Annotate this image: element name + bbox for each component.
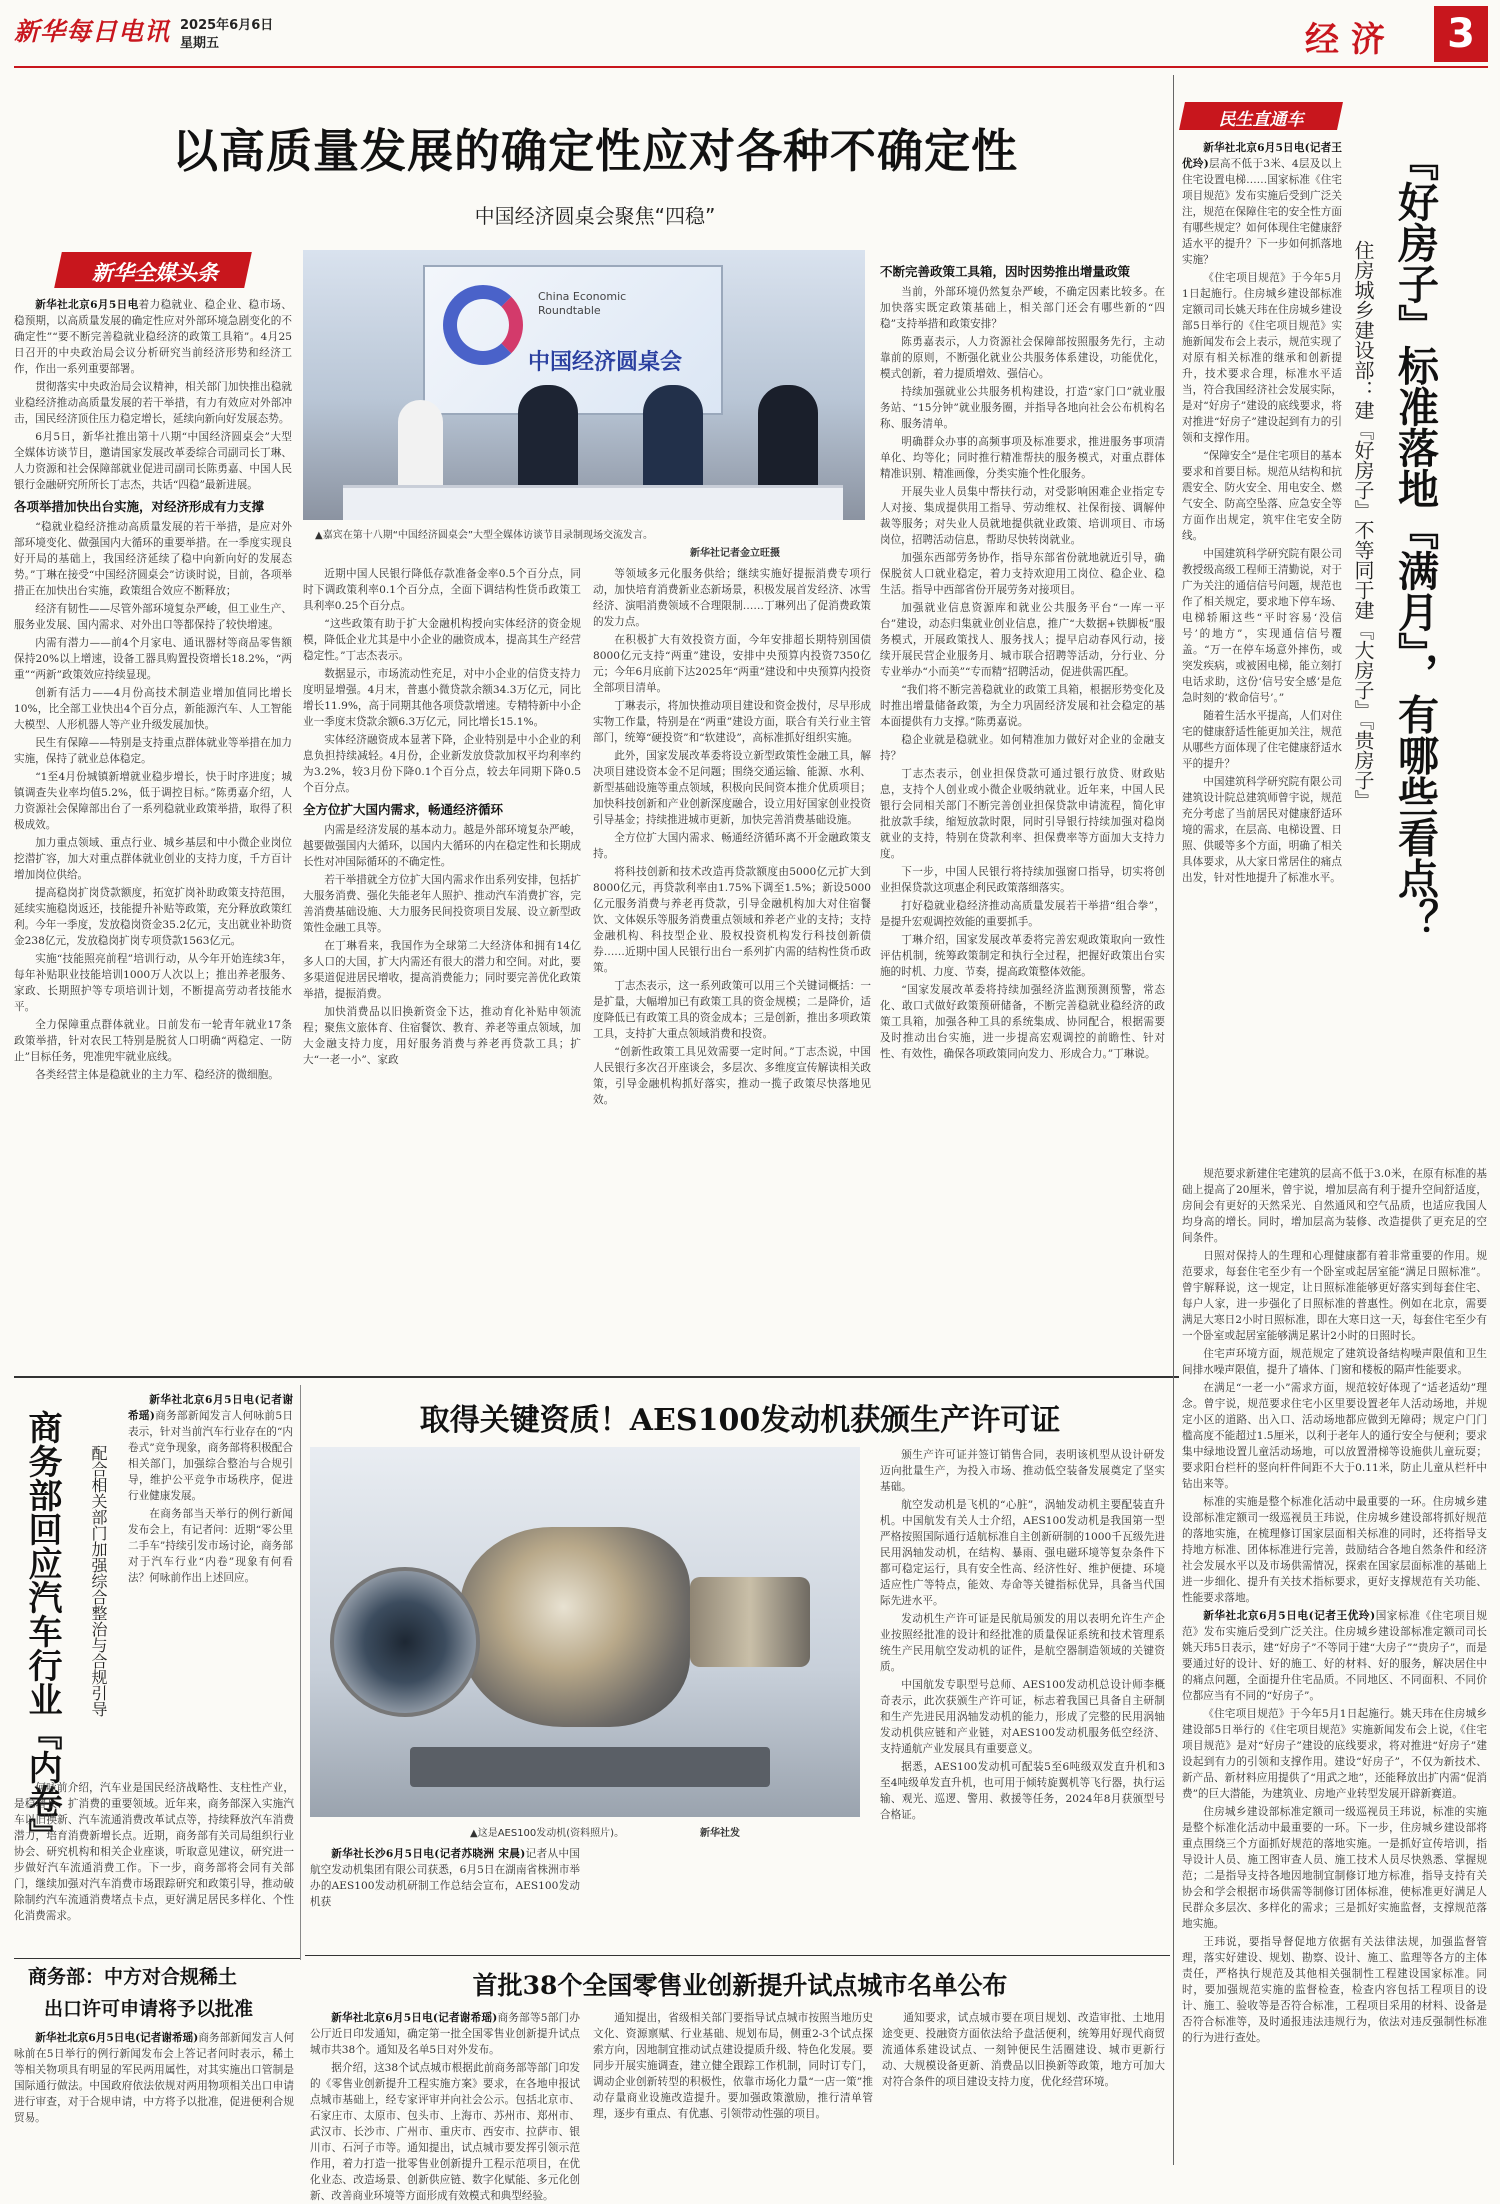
paragraph: 日照对保持人的生理和心理健康都有着非常重要的作用。规范要求，每套住宅至少有一个卧室或起居室能“满足日照标准”。曾宇解释说，这一规定，让日照标准能够更好落实到每套住宅、每户人家，进一步强化了日照标准的普惠性。例如在北京，需要满足大寒日2小时日照标准，即在大寒日这一天，每套住宅至少有一个卧室或起居室能够满足累计2小时的日照时长。	[1182, 1250, 1487, 1342]
paragraph: 何咏前介绍，汽车业是国民经济战略性、支柱性产业，是稳增长、扩消费的重要领域。近年来，商务部深入实施汽车以旧换新、汽车流通消费改革试点等，持续释放汽车消费潜力，培育消费新增长点。近期，商务部有关司局组织行业协会、研究机构和相关企业座谈，听取意见建议，研究进一步做好汽车流通消费工作。下一步，商务部将会同有关部门，继续加强对汽车消费市场跟踪研究和政策引导，推动破除制约汽车流通消费堵点卡点，更好满足居民多样化、个性化消费需求。	[14, 1782, 294, 1922]
xinhua-media-label-text: 新华全媒头条	[92, 261, 218, 285]
housing-column-wide	[1182, 1166, 1487, 2166]
divider-aes-retail	[305, 1955, 1170, 1956]
paragraph: 各类经营主体是稳就业的主力军、稳经济的微细胞。	[35, 1069, 279, 1081]
paragraph: 住宅声环境方面，规范规定了建筑设备结构噪声限值和卫生间排水噪声限值，提升了墙体、门窗和楼板的隔声性能要求。	[1182, 1348, 1487, 1376]
rare-earth-column	[14, 2030, 294, 2162]
story1-subtitle: 中国经济圆桌会聚焦“四稳”	[474, 204, 716, 228]
paragraph: “这些政策有助于扩大金融机构授向实体经济的资金规模，降低企业尤其是中小企业的融资成本，提高其生产经营稳定性。”丁志杰表示。	[303, 618, 581, 662]
aes-photo-caption: ▲这是AES100发动机(资料照片)。	[470, 1828, 625, 1839]
screen-cn-text: 中国经济圆桌会	[528, 350, 683, 375]
commerce-dateline: 新华社北京6月5日电(记者谢希瑶)	[128, 1394, 293, 1422]
paragraph: 稳企业就是稳就业。如何精准加力做好对企业的金融支持？	[880, 734, 1165, 762]
minsheng-label-text: 民生直通车	[1218, 110, 1304, 130]
paragraph: 内需有潜力——前4个月家电、通讯器材等商品零售额保持20%以上增速，设备工器具购置投资增长18.2%，“两重”“两新”政策效应持续显现。	[14, 637, 292, 681]
paragraph: 此外，国家发展改革委将设立新型政策性金融工具，解决项目建设资本金不足问题；围绕交通运输、能源、水利、新型基础设施等重点领域，积极向民间资本推介优质项目；加快科技创新和产业创新深度融合，设立用好国家创业投资引导基金；持续推进城市更新，加快完善消费基础设施。	[593, 750, 871, 826]
retail-title: 首批38个全国零售业创新提升试点城市名单公布	[472, 1971, 1008, 2000]
paragraph: 贯彻落实中央政治局会议精神，相关部门加快推出稳就业稳经济推动高质量发展的若干举措，有力有效应对外部冲击，国民经济顶住压力稳定增长，延续向新向好发展态势。	[14, 381, 292, 425]
section-title: 经 济	[1305, 20, 1385, 60]
paragraph: 加强东西部劳务协作，指导东部省份就地就近引导，确保脱贫人口就业稳定，着力支持欢迎用工岗位、稳企业、稳生活。指导中西部省份开展劳务对接项目。	[880, 552, 1165, 596]
paragraph: 航空发动机是飞机的“心脏”，涡轴发动机主要配装直升机。中国航发有关人士介绍，AES100发动机是我国第一型严格按照国际通行适航标准自主创新研制的1000千瓦级先进民用涡轴发动机，在结构、暴雨、强电磁环境等复杂条件下都可稳定运行，具有安全性高、经济性好、维护便捷、环境适应性广等特点，能效、寿命等关键指标优异，具备当代国际先进水平。	[880, 1499, 1165, 1607]
aes-title: 取得关键资质！AES100发动机获颁生产许可证	[419, 1403, 1061, 1438]
paragraph: 创新有活力——4月份高技术制造业增加值同比增长10%，比全部工业快出4个百分点，新能源汽车、人工智能大模型、人形机器人等产业升级发展加快。	[14, 687, 292, 731]
paragraph: 近期中国人民银行降低存款准备金率0.5个百分点，同时下调政策利率0.1个百分点，全面下调结构性货币政策工具利率0.25个百分点。	[303, 568, 581, 612]
roundtable-photo-caption: ▲嘉宾在第十八期“中国经济圆桌会”大型全媒体访谈节目录制现场交流发言。	[315, 530, 654, 541]
commerce-column-bottom	[14, 1780, 294, 1955]
story1-title: 以高质量发展的确定性应对各种不确定性	[172, 124, 1018, 178]
retail-column-1	[310, 2010, 580, 2202]
story1-subhead-1: 各项举措加快出台实施，对经济形成有力支撑	[14, 499, 265, 514]
paragraph: 王玮说，要指导督促地方依据有关法律法规，加强监督管理，落实好建设、规划、勘察、设计、施工、监理等各方的主体责任，严格执行规范及其他相关强制性工程建设国家标准。同时，要加强规范实施的监督检查，检查内容包括工程项目的设计、施工、验收等是否符合标准，工程项目采用的材料、设备是否符合标准等，及时通报违法违规行为，依法对违反强制性标准的行为进行查处。	[1182, 1936, 1487, 2044]
paragraph: 发动机生产许可证是民航局颁发的用以表明允许生产企业按照经批准的设计和经批准的质量保证系统和技术管理系统生产民用航空发动机的证件，是航空器制造领域的关键资质。	[880, 1613, 1165, 1673]
paragraph: 6月5日，新华社推出第十八期“中国经济圆桌会”大型全媒体访谈节目，邀请国家发展改革委综合司副司长丁琳、人力资源和社会保障部就业促进司副司长陈勇嘉、中国人民银行金融研究所所长丁志杰，共话“四稳”最新进展。	[14, 431, 292, 491]
retail-column-2	[593, 2010, 873, 2165]
paragraph: 开展失业人员集中帮扶行动，对受影响困难企业指定专人对接、集成提供用工指导、劳动维权、社保衔接、调解仲裁等服务；对失业人员就地提供就业政策、培训项目、市场岗位，招聘活动信息，帮助尽快转岗就业。	[880, 486, 1165, 546]
paragraph: 加强就业信息资源库和就业公共服务平台“一库一平台”建设，动态归集就业创业信息，推广“大数据+铁脚板”服务模式，开展政策找人、服务找人；提早启动春风行动，接续开展民营企业服务月、城市联合招聘等活动，分行业、分专业举办“小而美”“专而精”招聘活动，促进供需匹配。	[880, 602, 1165, 678]
paragraph: 丁志杰表示，这一系列政策可以用三个关键词概括：一是扩量，大幅增加已有政策工具的资金规模；二是降价，适度降低已有政策工具的资金成本；三是创新，推出多项政策工具，支持扩大重点领域消费和投资。	[593, 980, 871, 1040]
aes-column-bottom-left	[310, 1846, 580, 1946]
paragraph: 经济有韧性——尽管外部环境复杂严峻，但工业生产、服务业发展、国内需求、对外出口等都保持了较快增速。	[14, 603, 292, 631]
masthead-weekday: 星期五	[180, 36, 220, 51]
housing-dateline-2: 新华社北京6月5日电(记者王优玲)	[1203, 1610, 1376, 1622]
commerce-title: 商务部回应汽车行业『内卷』	[22, 1410, 62, 1852]
paragraph: 明确群众办事的高频事项及标准要求，推进服务事项清单化、均等化；同时推行精准帮扶的服务模式，对重点群体精准识别、精准画像，分类实施个性化服务。	[880, 436, 1165, 480]
engine-exhaust	[690, 1577, 810, 1667]
roundtable-photo	[303, 250, 865, 520]
housing-title: 『好房子』标准落地『满月』，有哪些看点？	[1391, 140, 1439, 940]
paragraph: 规范要求新建住宅建筑的层高不低于3.0米，在原有标准的基础上提高了20厘米，曾宇说，增加层高有利于提升空间舒适度，房间会有更好的天然采光、自然通风和空气品质，也适应我国人均身高的增长。同时，增加层高为装修、改造提供了更充足的空间条件。	[1182, 1168, 1487, 1244]
aes-engine-photo	[310, 1447, 860, 1817]
paragraph: 打好稳就业稳经济推动高质量发展若干举措“组合拳”，是提升宏观调控效能的重要抓手。	[880, 900, 1165, 928]
paragraph: “创新性政策工具见效需要一定时间。”丁志杰说，中国人民银行多次召开座谈会，多层次、多维度宣传解读相关政策，引导金融机构抓好落实，推动一揽子政策尽快落地见效。	[593, 1046, 871, 1106]
aes-dateline: 新华社长沙6月5日电(记者苏晓洲 宋晨)	[331, 1848, 526, 1860]
paragraph: 通知要求，试点城市要在项目规划、改造审批、土地用途变更、投融资方面依法给予盘活便利，统筹用好现代商贸流通体系建设试点、一刻钟便民生活圈建设、城市更新行动、大规模设备更新、消费品以旧换新等政策，地方可加大对符合条件的项目建设支持力度，优化经营环境。	[882, 2012, 1165, 2088]
paragraph: 中国建筑科学研究院有限公司教授级高级工程师王清勤说，对于广为关注的通信信号问题，规范也作了相关规定，要求地下停车场、电梯轿厢这些“平时容易‘没信号’的地方”，实现通信信号覆盖。“万一在停车场意外摔伤，或突发疾病，或被困电梯，能立刻打电话求助，这份‘信号安全感’是危急时刻的‘救命信号’。”	[1182, 548, 1342, 704]
paragraph: 中国建筑科学研究院有限公司建筑设计院总建筑师曾宇说，规范充分考虑了当前居民对健康舒适环境的需求，在层高、电梯设置、日照、供暖等多个方面，明确了相关具体要求，从大家日常居住的痛点出发，针对性地提升了标准水平。	[1182, 776, 1342, 884]
engine-intake	[330, 1567, 480, 1717]
paragraph: 商务部新闻发言人何咏前5日表示，针对当前汽车行业存在的“内卷式”竞争现象，商务部将积极配合相关部门，加强综合整治与合规引导，维护公平竞争市场秩序，促进行业健康发展。	[128, 1410, 293, 1502]
paragraph: 民生有保障——特别是支持重点群体就业等举措在加力实施，保持了就业总体稳定。	[14, 737, 292, 765]
retail-column-3	[882, 2010, 1165, 2165]
paragraph: 内需是经济发展的基本动力。越是外部环境复杂严峻，越要做强国内大循环，以国内大循环的内在稳定性和长期成长性对冲国际循环的不确定性。	[303, 824, 581, 868]
paragraph: 国家标准《住宅项目规范》发布实施后受到广泛关注。住房城乡建设部标准定额司司长姚天玮5日表示，建“好房子”不等同于建“大房子”“贵房子”，而是要通过好的设计、好的施工、好的材料、好的服务，解决居住中的痛点问题，全面提升住宅品质。不同地区、不同面积、不同价位都应当有不同的“好房子”。	[1182, 1610, 1487, 1702]
paragraph: 加快消费品以旧换新资金下达，推动育化补贴申领流程；聚焦文旅体育、住宿餐饮、教育、养老等重点领域，加大金融支持力度，用好服务消费与养老再贷款工具；扩大“一老一小”、家政	[303, 1006, 581, 1066]
paragraph: 通知提出，省级相关部门要指导试点城市按照当地历史文化、资源禀赋、行业基础、规划布局，侧重2-3个试点探索方向，因地制宜推动试点建设提质升级、特色化发展。要同步开展实施调查，建立健全跟踪工作机制，同时订专门，调动企业创新转型的积极性，依靠市场化力量“一店一策”推动存量商业设施改造提升。要加强政策激励，推行清单管理，逐步有重点、有优惠、引领带动性强的项目。	[593, 2012, 873, 2120]
masthead-date: 2025年6月6日	[180, 18, 274, 33]
rare-earth-title-2: 出口许可申请将予以批准	[44, 1998, 254, 2020]
paragraph: 《住宅项目规范》于今年5月1日起施行。住房城乡建设部标准定额司司长姚天玮在住房城乡建设部5日举行的《住宅项目规范》实施新闻发布会上表示，规范实现了对原有相关标准的继承和创新提升，技术要求合理，标准水平适当，符合我国经济社会发展实际，是对“好房子”建设的底线要求，将对推进“好房子”建设起到有力的引领和支撑作用。	[1182, 272, 1342, 444]
story1-column-4	[880, 258, 1165, 1366]
engine-body	[460, 1527, 690, 1727]
paragraph: 标准的实施是整个标准化活动中最重要的一环。住房城乡建设部标准定额司一级巡视员王玮说，住房城乡建设部将抓好规范的落地实施，在梳理修订国家层面相关标准的同时，还将指导支持地方标准、团体标准进行完善，鼓励结合各地自然条件和经济社会发展水平以及市场供需情况，探索在国家层面标准的基础上进一步细化、提升有关技术指标要求，更好支撑规范有关功能、性能要求落地。	[1182, 1496, 1487, 1604]
rare-earth-dateline: 新华社北京6月5日电(记者谢希瑶)	[35, 2032, 199, 2044]
roundtable-photo-credit: 新华社记者金立旺摄	[690, 548, 780, 559]
paragraph: “国家发展改革委将持续加强经济监测预测预警，常态化、敢口式做好政策预研储备，不断完善稳就业稳经济的政策工具箱，加强各种工具的系统集成、协同配合，根据需要及时推动出台实施，进一步提高宏观调控的前瞻性、针对性、有效性，确保各项政策同向发力、形成合力。”丁琳说。	[880, 984, 1165, 1060]
story1-dateline: 新华社北京6月5日电	[35, 299, 139, 311]
masthead-rule	[14, 66, 1488, 68]
aes-column-right	[880, 1447, 1165, 1952]
paragraph: 中国航发专职型号总师、AES100发动机总设计师李概奇表示，此次获颁生产许可证，标志着我国已具备自主研制和生产先进民用涡轴发动机的能力，形成了完整的民用涡轴发动机供应链和产业链，对AES100发动机服务低空经济、支持通航产业发展具有重要意义。	[880, 1679, 1165, 1755]
paragraph: 住房城乡建设部标准定额司一级巡视员王玮说，标准的实施是整个标准化活动中最重要的一环。下一步，住房城乡建设部将重点围绕三个方面抓好规范的落地实施。一是抓好宣传培训，指导设计人员、施工图审查人员、施工技术人员尽快熟悉、掌握规范；二是指导支持各地因地制宜制修订地方标准，指导支持有关协会和学会根据市场供需等制修订团体标准，使标准更好满足人民群众多层次、多样化的需求；三是抓好实施监督，支撑规范落地实施。	[1182, 1806, 1487, 1930]
paragraph: 在满足“一老一小”需求方面，规范较好体现了“适老适幼”理念。曾宇说，规范要求住宅小区里要设置老年人活动场地，并规定小区的道路、出入口、活动场地都应做到无障碍；规定户门门槛高度不能超过1.5厘米，以利于老年人的通行安全与便利；要求集中绿地设置儿童活动场地，可以放置滑梯等设施供儿童玩耍；要求阳台栏杆的竖向杆件间距不大于0.11米，防止儿童从栏杆中钻出来等。	[1182, 1382, 1487, 1490]
engine-stand	[410, 1747, 770, 1787]
story1-subhead-2: 全方位扩大国内需求，畅通经济循环	[303, 802, 504, 817]
paragraph: 层高不低于3米、4层及以上住宅设置电梯……国家标准《住宅项目规范》发布实施后受到广泛关注，规范在保障住宅的安全性方面有哪些规定？如何体现住宅健康舒适水平的提升？下一步如何抓落地实施？	[1182, 158, 1343, 266]
paragraph: 记者从中国航空发动机集团有限公司获悉，6月5日在湖南省株洲市举办的AES100发动机研制工作总结会宣布，AES100发动机获	[310, 1848, 580, 1908]
paragraph: 下一步，中国人民银行将持续加强窗口指导，切实将创业担保贷款这项惠企利民政策落细落实。	[880, 866, 1165, 894]
paragraph: 实体经济融资成本显著下降，企业特别是中小企业的利息负担持续减轻。4月份，企业新发放贷款加权平均利率约为3.2%，较3月份下降0.1个百分点，较去年同期下降0.5个百分点。	[303, 734, 581, 794]
paragraph: “保障安全”是住宅项目的基本要求和首要目标。规范从结构和抗震安全、防火安全、用电安全、燃气安全、防高空坠落、应急安全等方面作出规定，筑牢住宅安全防线。	[1182, 450, 1342, 542]
paragraph: 随着生活水平提高，人们对住宅的健康舒适性能更加关注，规范从哪些方面体现了住宅健康舒适水平的提升？	[1182, 710, 1342, 770]
paragraph: 当前，外部环境仍然复杂严峻，不确定因素比较多。在加快落实既定政策基础上，相关部门还会有哪些新的“四稳”支持举措和政策安排？	[880, 286, 1165, 330]
paragraph: 据悉，AES100发动机可配装5至6吨级双发直升机和3至4吨级单发直升机，也可用于倾转旋翼机等飞行器，执行运输、观光、巡逻、警用、救援等任务，2024年8月获颁型号合格证。	[880, 1761, 1165, 1821]
paragraph: 将科技创新和技术改造再贷款额度由5000亿元扩大到8000亿元，再贷款利率由1.75%下调至1.5%；新设5000亿元服务消费与养老再贷款，引导金融机构加大对住宿餐饮、文体娱乐等服务消费重点领域和养老产业的支持；支持金融机构、科技型企业、股权投资机构发行科技创新债券……近期中国人民银行出台一系列扩内需的结构性货币政策。	[593, 866, 871, 974]
paragraph: 商务部等5部门办公厅近日印发通知，确定第一批全国零售业创新提升试点城市共38个。通知及名单5日对外发布。	[310, 2012, 580, 2056]
paragraph: 丁琳介绍，国家发展改革委将完善宏观政策取向一致性评估机制，统筹政策制定和执行全过程，把握好政策出台实施的时机、力度、节奏，提高政策整体效能。	[880, 934, 1165, 978]
masthead-logo: 新华每日电讯	[14, 17, 171, 46]
story1-column-3	[593, 566, 871, 1366]
rare-earth-title-1: 商务部：中方对合规稀土	[28, 1966, 238, 1988]
paragraph: 商务部新闻发言人何咏前在5日举行的例行新闻发布会上答记者问时表示，稀土等相关物项具有明显的军民两用属性，对其实施出口管制是国际通行做法。中国政府依法依规对两用物项相关出口申请进行审查，对于合规申请，中方将予以批准，促进便利合规贸易。	[14, 2032, 294, 2124]
paragraph: “我们将不断完善稳就业的政策工具箱，根据形势变化及时推出增量储备政策，为全力巩固经济发展和社会稳定的基本面提供有力支撑。”陈勇嘉说。	[880, 684, 1165, 728]
page-number-text: 3	[1447, 11, 1475, 57]
studio-desk	[343, 485, 843, 520]
paragraph: 着力稳就业、稳企业、稳市场、稳预期，以高质量发展的确定性应对外部环境急剧变化的不确定性”“要不断完善稳就业稳经济的政策工具箱”。4月25日召开的中央政治局会议分析研究当前经济形势和经济工作，作出一系列重要部署。	[14, 299, 292, 375]
paragraph: 丁琳表示，将加快推动项目建设和资金拨付，尽早形成实物工作量，特别是在“两重”建设方面，联合有关行业主管部门，统筹“硬投资”和“软建设”，高标准抓好组织实施。	[593, 700, 871, 744]
story1-column-1	[14, 297, 292, 1365]
commerce-column	[128, 1392, 293, 1772]
screen-en-text: China Economic Roundtable	[538, 290, 627, 317]
roundtable-e-logo	[443, 285, 523, 365]
aes-photo-credit: 新华社发	[700, 1828, 740, 1839]
story1-subhead-3: 不断完善政策工具箱，因时因势推出增量政策	[880, 264, 1131, 279]
paragraph: 据介绍，这38个试点城市根据此前商务部等部门印发的《零售业创新提升工程实施方案》要求，在各地申报试点城市基础上，经专家评审并向社会公示。包括北京市、石家庄市、太原市、包头市、上海市、苏州市、郑州市、武汉市、长沙市、广州市、重庆市、西安市、拉萨市、银川市、石河子市等。通知提出，试点城市要发挥引领示范作用，着力打造一批零售业创新提升工程示范项目，在优化业态、改造场景、创新供应链、数字化赋能、多元化创新、改善商业环境等方面形成有效模式和典型经验。	[310, 2062, 580, 2202]
paragraph: 数据显示，市场流动性充足，对中小企业的信贷支持力度明显增强。4月末，普惠小微贷款余额34.3万亿元，同比增长11.9%，高于同期其他各项贷款增速。专精特新中小企业一季度末贷款余额6.3万亿元，同比增长15.1%。	[303, 668, 581, 728]
paragraph: 在商务部当天举行的例行新闻发布会上，有记者问：近期“零公里二手车”持续引发市场讨论，商务部对于汽车行业“内卷”现象有何看法？何咏前作出上述回应。	[128, 1508, 293, 1584]
paragraph: 提高稳岗扩岗贷款额度，拓宽扩岗补助政策支持范围，延续实施稳岗返还，技能提升补贴等政策，充分释放政策红利。今年一季度，发放稳岗资金35.2亿元，支出就业补助资金238亿元，发放稳岗扩岗专项贷款1563亿元。	[14, 887, 292, 947]
divider-right-column	[1173, 75, 1174, 2165]
paragraph: 颁生产许可证并签订销售合同，表明该机型从设计研发迈向批量生产，为投入市场、推动低空装备发展奠定了坚实基础。	[880, 1449, 1165, 1493]
retail-dateline: 新华社北京6月5日电(记者谢希瑶)	[331, 2012, 498, 2024]
story1-column-2	[303, 566, 581, 1366]
housing-column-narrow	[1182, 140, 1342, 1160]
divider-commerce	[300, 1385, 301, 1960]
paragraph: 全方位扩大国内需求、畅通经济循环离不开金融政策支持。	[593, 832, 871, 860]
housing-dateline: 新华社北京6月5日电(记者王优玲)	[1182, 142, 1342, 170]
paragraph: “稳就业稳经济推动高质量发展的若干举措，是应对外部环境变化、做强国内大循环的重要举措。在一季度实现良好开局的基础上，我国经济延续了稳中向新向好的发展态势。”丁琳在接受“中国经济圆桌会”访谈时说，目前，各项举措正在加快出台实施，政策组合效应不断释放；	[14, 521, 292, 597]
paragraph: 陈勇嘉表示，人力资源社会保障部按照服务先行，主动靠前的原则，不断强化就业公共服务体系建设，功能优化，模式创新，着力提质增效、强信心。	[880, 336, 1165, 380]
paragraph: 持续加强就业公共服务机构建设，打造“家门口”就业服务站、“15分钟”就业服务圈，并指导各地向社会公布机构名称、服务清单。	[880, 386, 1165, 430]
paragraph: 在积极扩大有效投资方面，今年安排超长期特别国债8000亿元支持“两重”建设，安排中央预算内投资7350亿元；今年6月底前下达2025年“两重”建设和中央预算内投资全部项目清单。	[593, 634, 871, 694]
housing-subtitle: 住房城乡建设部：建『好房子』不等同于建『大房子』『贵房子』	[1351, 240, 1375, 810]
commerce-subtitle: 配合相关部门加强综合整治与合规引导	[89, 1445, 108, 1717]
divider-commerce-rare	[14, 1958, 300, 1959]
paragraph: 《住宅项目规范》于今年5月1日起施行。姚天玮在住房城乡建设部5日举行的《住宅项目规范》实施新闻发布会上说，《住宅项目规范》是对“好房子”建设的底线要求，将对推进“好房子”建设起到有力的引领和支撑作用。建设“好房子”，不仅为新技术、新产品、新材料应用提供了“用武之地”，还能释放出扩内需“促消费”的巨大潜能，为建筑业、房地产业转型发展开辟新赛道。	[1182, 1708, 1487, 1800]
paragraph: 丁志杰表示，创业担保贷款可通过银行放贷、财政贴息，支持个人创业或小微企业吸纳就业。近年来，中国人民银行会同相关部门不断完善创业担保贷款申请流程，简化审批放款手续，缩短放款时限，同时引导银行持续加强对稳岗就业的支持，特别在贷款利率、担保费率等方面加大支持力度。	[880, 768, 1165, 860]
divider-story1	[14, 1376, 1179, 1378]
paragraph: 等领域多元化服务供给；继续实施好提振消费专项行动，加快培育消费新业态新场景，积极发展首发经济、冰雪经济、演唱消费领域不合理限制……丁琳列出了促消费政策的发力点。	[593, 568, 871, 628]
paragraph: 若干举措就全方位扩大国内需求作出系列安排，包括扩大服务消费、强化失能老年人照护、推动汽车消费扩容，完善消费基础设施、大力服务民间投资项目发展、设立新型政策性金融工具等。	[303, 874, 581, 934]
paragraph: 全力保障重点群体就业。日前发布一轮青年就业17条政策举措，针对农民工特别是脱贫人口明确“两稳定、一防止”目标任务，兜准兜牢就业底线。	[14, 1019, 292, 1063]
paragraph: 实施“技能照亮前程”培训行动，从今年开始连续3年，每年补贴职业技能培训1000万人次以上；推出养老服务、家政、长期照护等专项培训计划，不断提高劳动者技能水平。	[14, 953, 292, 1013]
paragraph: 在丁琳看来，我国作为全球第二大经济体和拥有14亿多人口的大国，扩大内需还有很大的潜力和空间。对此，要多渠道促进居民增收，提高消费能力；同时要完善优化政策举措，提振消费。	[303, 940, 581, 1000]
paragraph: “1至4月份城镇新增就业稳步增长，快于时序进度；城镇调查失业率均值5.2%，低于调控目标。”陈勇嘉介绍，人力资源社会保障部出台了一系列稳就业政策举措，取得了积极成效。	[14, 771, 292, 831]
page-number	[1434, 6, 1488, 62]
paragraph: 加力重点领域、重点行业、城乡基层和中小微企业岗位挖潜扩容，加大对重点群体就业创业的支持力度，千方百计增加岗位供给。	[14, 837, 292, 881]
